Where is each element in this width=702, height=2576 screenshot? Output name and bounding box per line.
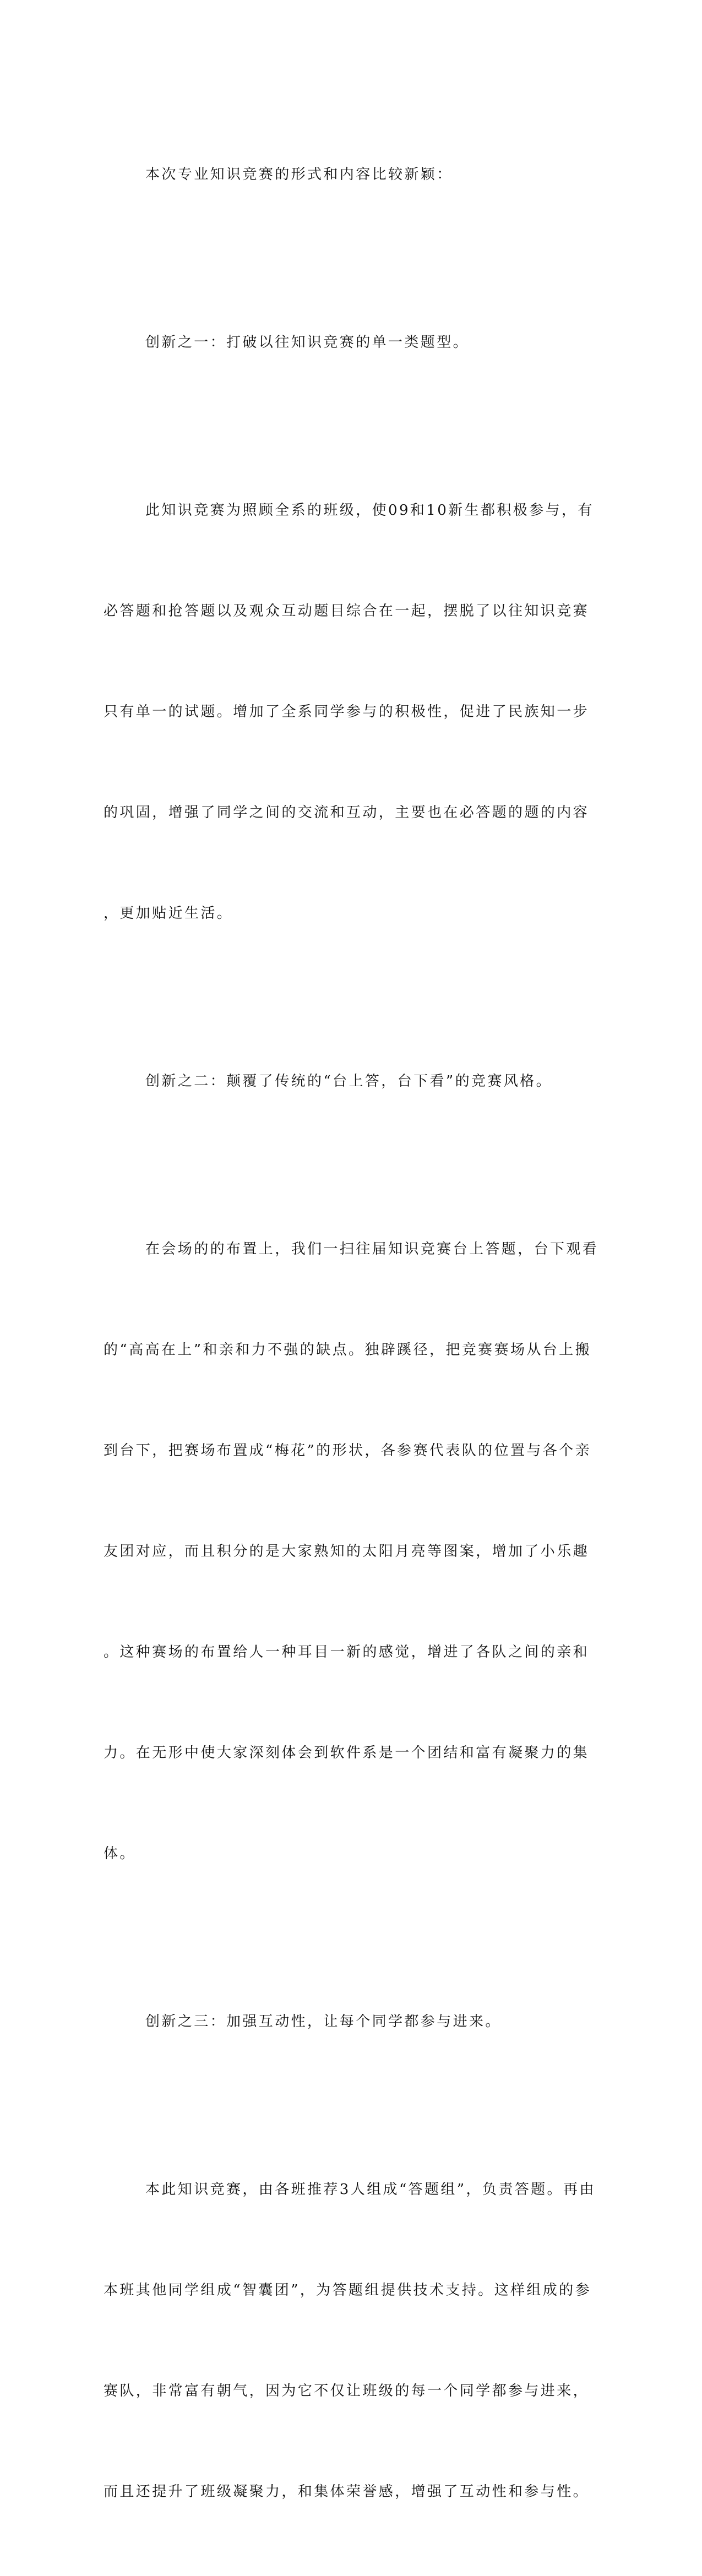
- text-line: 而且还提升了班级凝聚力，和集体荣誉感，增强了互动性和参与性。: [104, 2484, 590, 2500]
- paragraph-intro: [104, 91, 600, 259]
- text-line: 。这种赛场的布置给人一种耳目一新的感觉，增进了各队之间的亲和: [104, 1644, 590, 1660]
- paragraph-innovation-2-heading: [104, 998, 600, 1166]
- text-line: 创新之一：打破以往知识竞赛的单一类题型。: [145, 334, 470, 351]
- text-line: 友团对应，而且积分的是大家熟知的太阳月亮等图案，增加了小乐趣: [104, 1543, 590, 1560]
- text-line: 本次专业知识竞赛的形式和内容比较新颖：: [145, 166, 453, 183]
- text-line: 本班其他同学组成“智囊团”，为答题组提供技术支持。这样组成的参: [104, 2282, 591, 2299]
- text-line: 本此知识竞赛，由各班推荐3人组成“答题组”，负责答题。再由: [145, 2181, 596, 2198]
- paragraph-innovation-1-heading: [104, 259, 600, 427]
- document-body: [104, 91, 600, 2576]
- text-line: 的“高高在上”和亲和力不强的缺点。独辟蹊径，把竞赛赛场从台上搬: [104, 1342, 591, 1358]
- text-line: 创新之三：加强互动性，让每个同学都参与进来。: [145, 2013, 502, 2030]
- text-line: 在会场的的布置上，我们一扫往届知识竞赛台上答题，台下观看: [145, 1241, 599, 1257]
- paragraph-innovation-1-body: [104, 427, 600, 998]
- text-line: 此知识竞赛为照顾全系的班级，使09和10新生都积极参与，有: [145, 502, 594, 519]
- text-line: 的巩固，增强了同学之间的交流和互动，主要也在必答题的题的内容: [104, 804, 590, 821]
- text-line: ，更加贴近生活。: [104, 905, 233, 922]
- text-line: 必答题和抢答题以及观众互动题目综合在一起，摆脱了以往知识竞赛: [104, 603, 590, 619]
- text-line: 赛队，非常富有朝气，因为它不仅让班级的每一个同学都参与进来，: [104, 2383, 590, 2399]
- paragraph-innovation-2-body: [104, 1166, 600, 1938]
- text-line: 力。在无形中使大家深刻体会到软件系是一个团结和富有凝聚力的集: [104, 1745, 590, 1761]
- text-line: 体。: [104, 1845, 136, 1862]
- paragraph-innovation-3-body: [104, 2106, 600, 2576]
- text-line: 只有单一的试题。增加了全系同学参与的积极性，促进了民族知一步: [104, 704, 590, 720]
- text-line: 到台下，把赛场布置成“梅花”的形状，各参赛代表队的位置与各个亲: [104, 1442, 591, 1459]
- text-line: 创新之二：颠覆了传统的“台上答，台下看”的竞赛风格。: [145, 1073, 552, 1090]
- paragraph-innovation-3-heading: [104, 1938, 600, 2106]
